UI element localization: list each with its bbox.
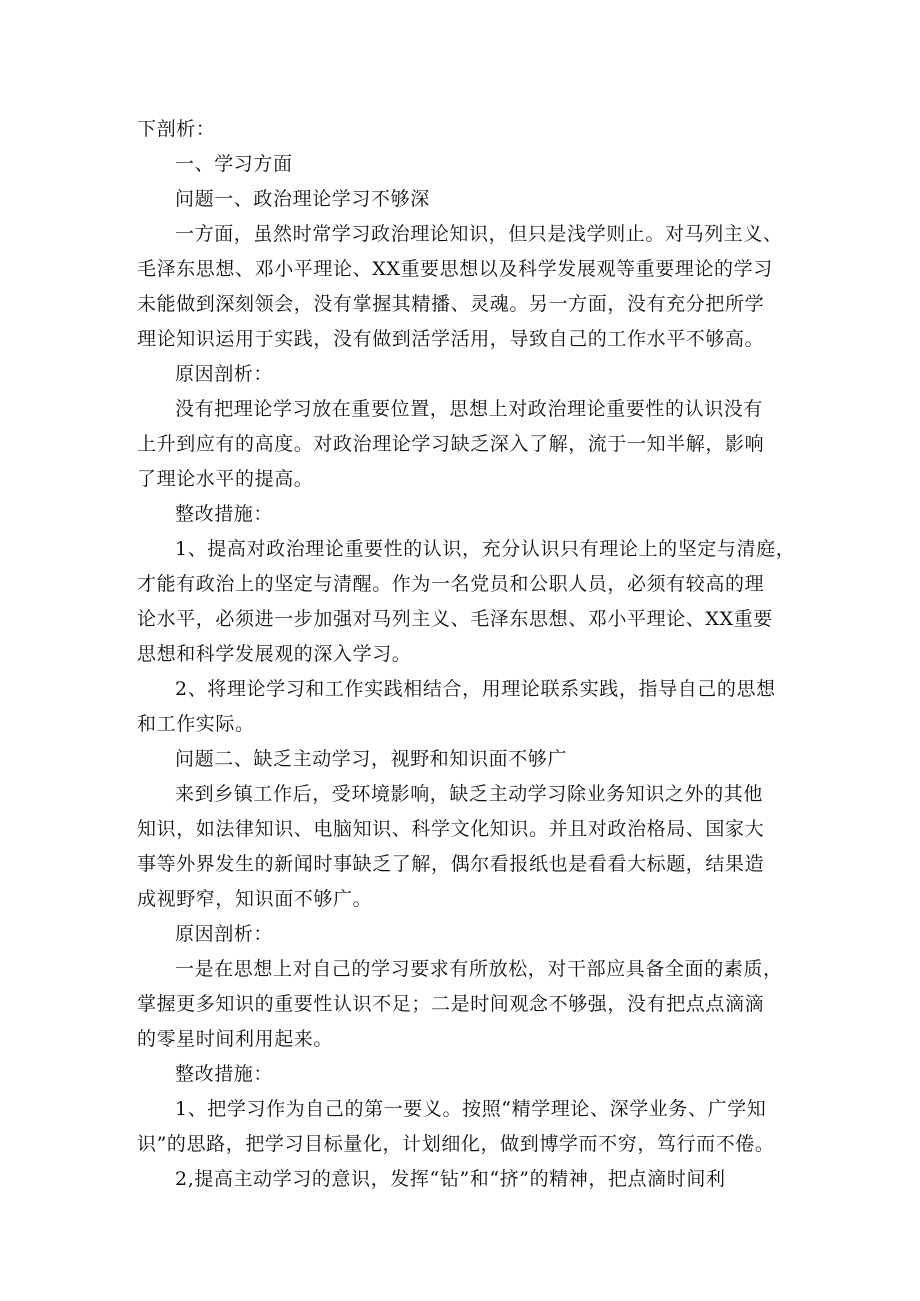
text-line: 来到乡镇工作后，受环境影响，缺乏主动学习除业务知识之外的其他 [175, 783, 764, 805]
subheading: 整改措施： [175, 1063, 274, 1085]
problem-heading: 问题一、政治理论学习不够深 [175, 188, 430, 210]
text-line: 的零星时间利用起来。 [137, 1028, 334, 1050]
text-line: 理论知识运用于实践，没有做到活学活用，导致自己的工作水平不够高。 [137, 328, 765, 350]
text-line: 2、将理论学习和工作实践相结合，用理论联系实践，指导自己的思想 [175, 678, 776, 700]
text-line: 了理论水平的提高。 [137, 468, 314, 490]
text-line: 2,提高主动学习的意识，发挥“钻”和“挤”的精神，把点滴时间利 [175, 1168, 726, 1190]
text-line: 论水平，必须进一步加强对马列主义、毛泽东思想、邓小平理论、XX重要 [137, 608, 773, 630]
text-line: 1、把学习作为自己的第一要义。按照“精学理论、深学业务、广学知 [175, 1098, 767, 1120]
text-line: 一是在思想上对自己的学习要求有所放松，对干部应具备全面的素质， [175, 958, 783, 980]
text-line: 事等外界发生的新闻时事缺乏了解，偶尔看报纸也是看看大标题，结果造 [137, 853, 765, 875]
problem-heading: 问题二、缺乏主动学习，视野和知识面不够广 [175, 748, 568, 770]
text-line: 1、提高对政治理论重要性的认识，充分认识只有理论上的坚定与清庭， [175, 538, 796, 560]
text-line: 上升到应有的高度。对政治理论学习缺乏深入了解，流于一知半解，影响 [137, 433, 765, 455]
text-line: 未能做到深刻领会，没有掌握其精播、灵魂。另一方面，没有充分把所学 [137, 293, 765, 315]
text-line: 下剖析： [137, 118, 216, 140]
text-line: 掌握更多知识的重要性认识不足；二是时间观念不够强，没有把点点滴滴 [137, 993, 765, 1015]
document-body [137, 112, 796, 1197]
subheading: 原因剖析： [175, 923, 274, 945]
text-line: 毛泽东思想、邓小平理论、XX重要思想以及科学发展观等重要理论的学习 [137, 258, 773, 280]
subheading: 原因剖析： [175, 363, 274, 385]
subheading: 整改措施： [175, 503, 274, 525]
text-line: 才能有政治上的坚定与清醒。作为一名党员和公职人员，必须有较高的理 [137, 573, 765, 595]
text-line: 知识，如法律知识、电脑知识、科学文化知识。并且对政治格局、国家大 [137, 818, 765, 840]
text-line: 一方面，虽然时常学习政治理论知识，但只是浅学则止。对马列主义、 [175, 223, 783, 245]
text-line: 没有把理论学习放在重要位置，思想上对政治理论重要性的认识没有 [175, 398, 764, 420]
text-line: 成视野窄，知识面不够广。 [137, 888, 373, 910]
section-heading: 一、学习方面 [175, 153, 293, 175]
text-line: 思想和科学发展观的深入学习。 [137, 643, 412, 665]
text-line: 识”的思路，把学习目标量化，计划细化，做到博学而不穷，笃行而不倦。 [137, 1133, 775, 1155]
text-line: 和工作实际。 [137, 713, 255, 735]
